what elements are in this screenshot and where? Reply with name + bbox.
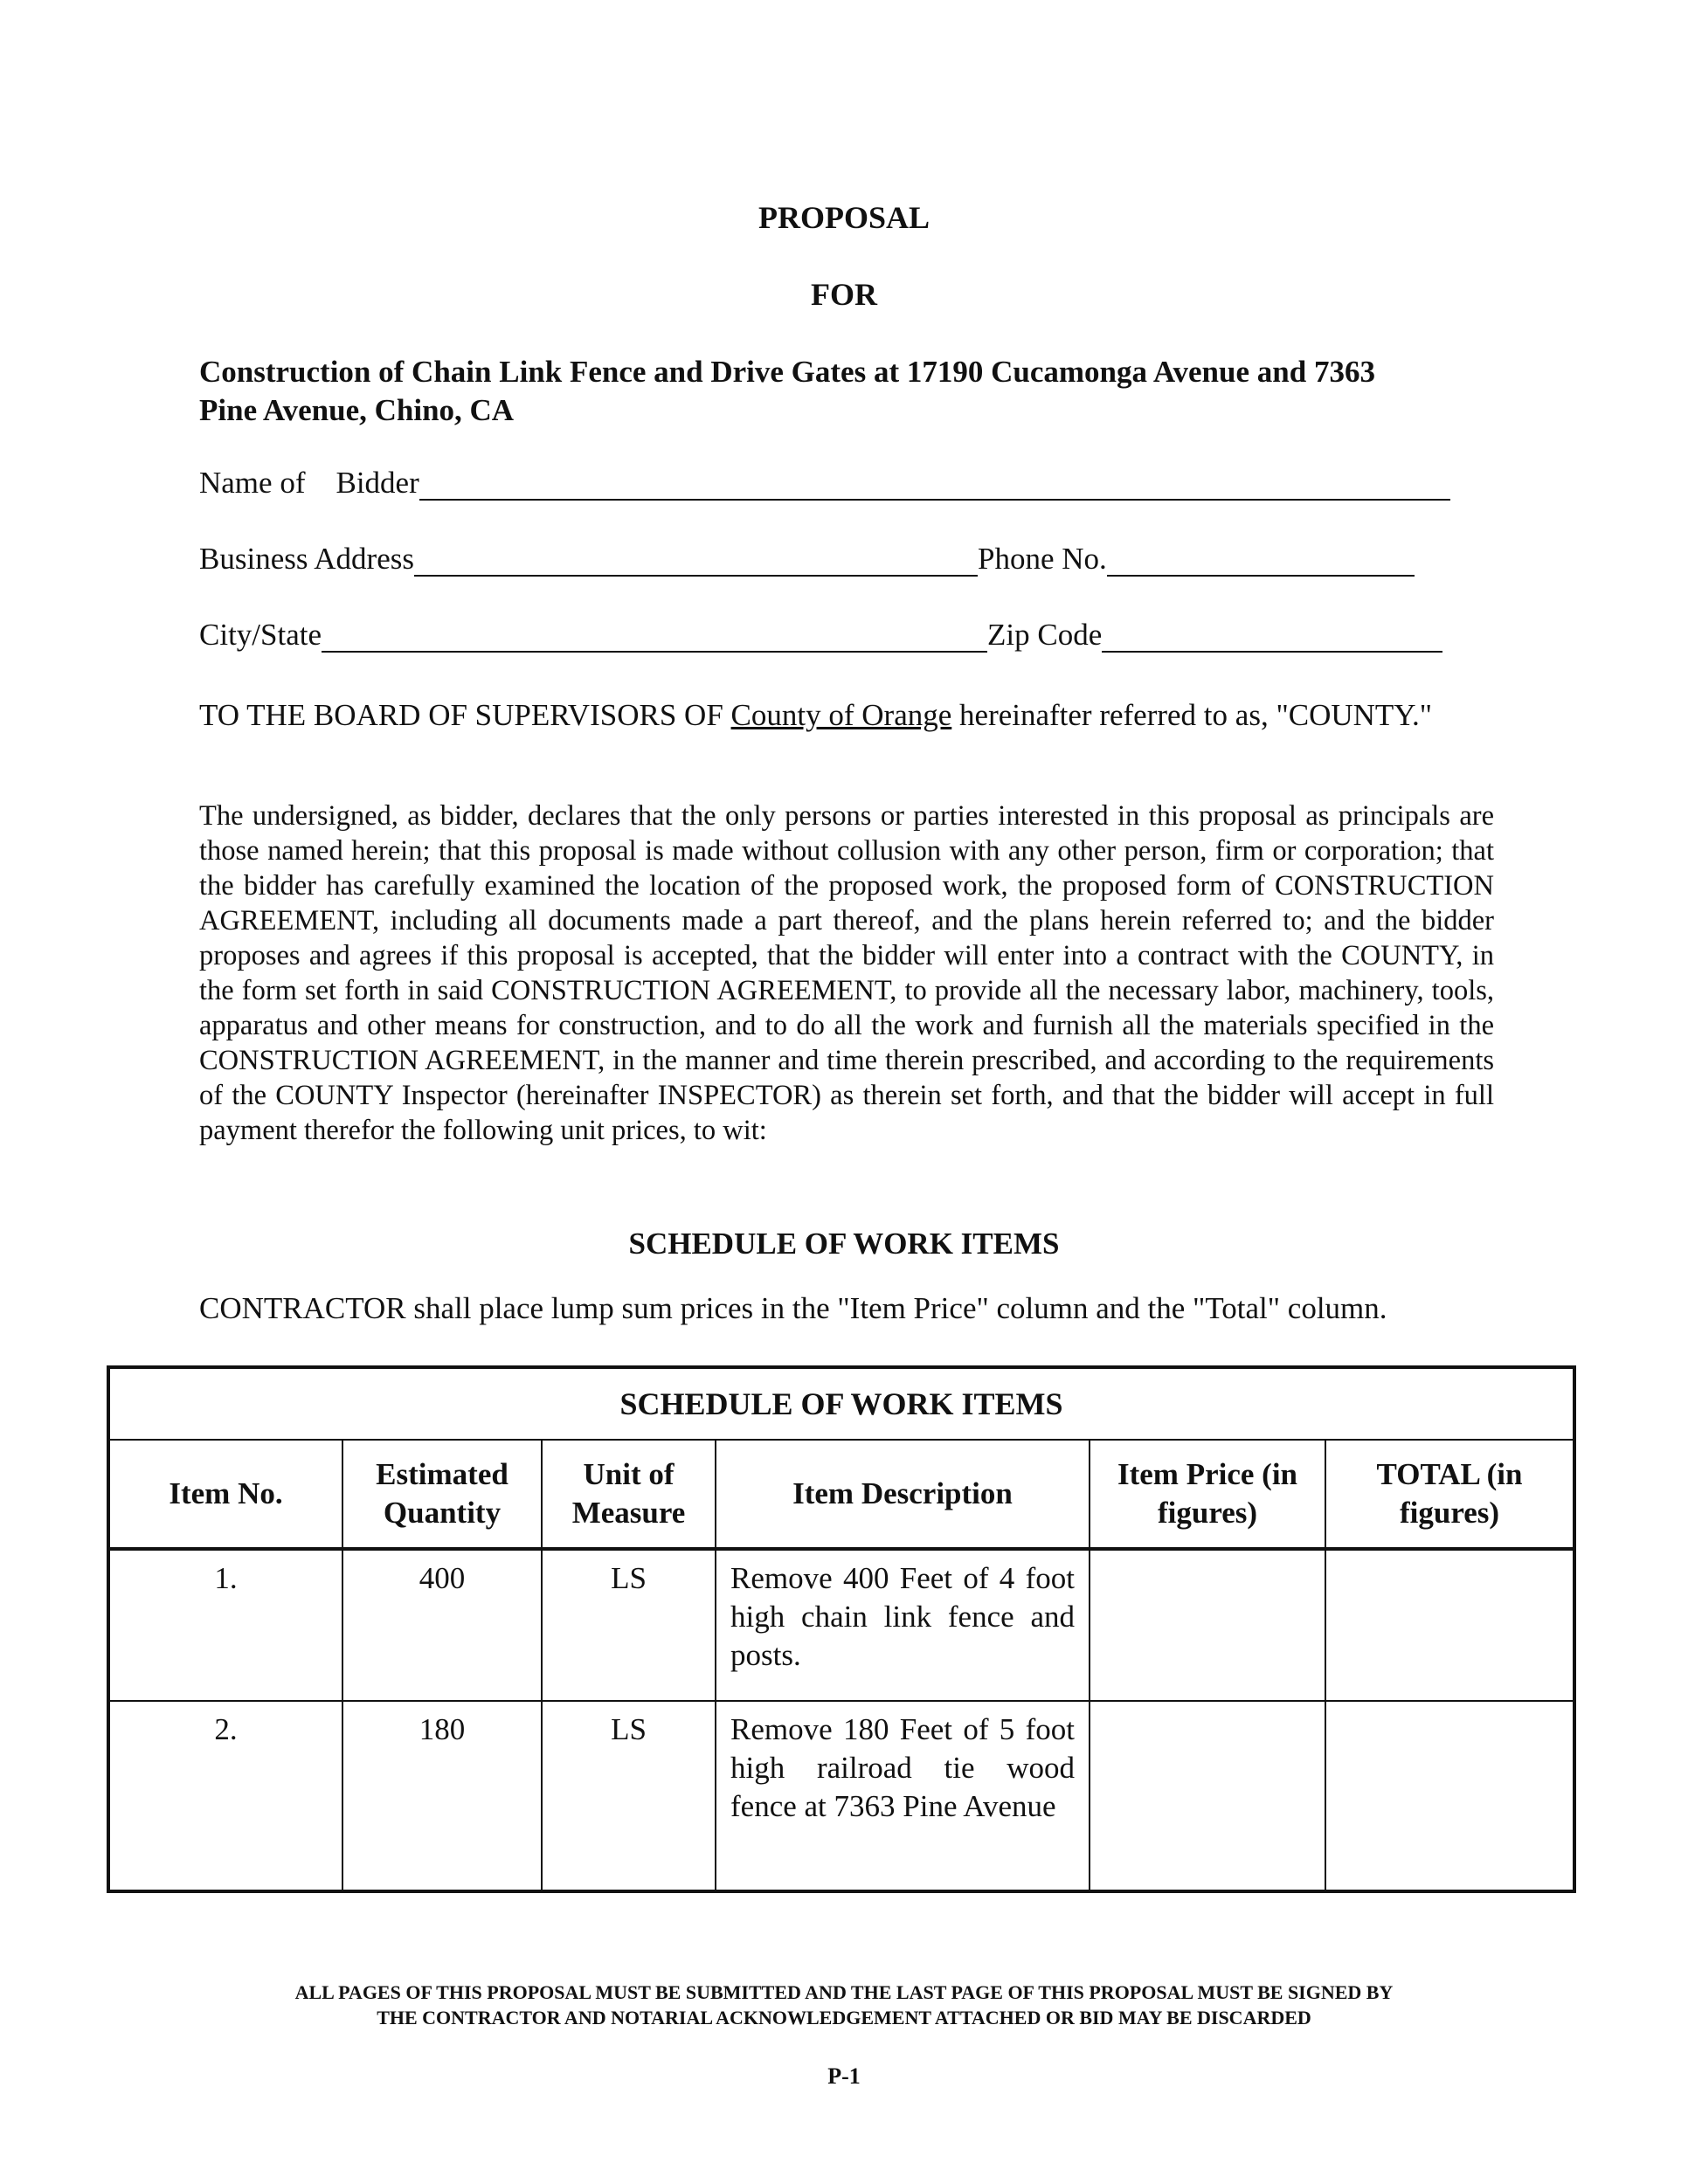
schedule-heading: SCHEDULE OF WORK ITEMS: [628, 1227, 1060, 1261]
business-address-label: Business Address: [199, 542, 414, 576]
submission-notice: [0, 1980, 1688, 2030]
col-unit-of-measure: Unit of Measure: [542, 1440, 716, 1549]
address-row: [199, 542, 1457, 577]
unit-cell: LS: [542, 1549, 716, 1701]
city-state-label: City/State: [199, 618, 322, 652]
project-title-line-2: Pine Avenue, Chino, CA: [199, 393, 515, 427]
zip-code-label: Zip Code: [987, 618, 1103, 652]
item-price-cell[interactable]: [1090, 1549, 1325, 1701]
project-title-line-1: Construction of Chain Link Fence and Drive Gates at 17190 Cucamonga Avenue and 7363: [199, 355, 1375, 389]
col-item-price: Item Price (in figures): [1090, 1440, 1325, 1549]
project-title: [199, 353, 1492, 430]
description-cell: Remove 180 Feet of 5 foot high railroad tie wood fence at 7363 Pine Avenue: [716, 1701, 1090, 1891]
city-row: [199, 618, 1457, 653]
col-item-no: Item No.: [108, 1440, 342, 1549]
total-cell[interactable]: [1325, 1701, 1574, 1891]
county-name: County of Orange: [730, 698, 952, 732]
table-row: [108, 1701, 1574, 1891]
item-no-cell: 1.: [108, 1549, 342, 1701]
business-address-field[interactable]: [414, 545, 978, 577]
board-suffix: hereinafter referred to as, "COUNTY.": [951, 698, 1433, 732]
zip-code-field[interactable]: [1102, 621, 1442, 653]
quantity-cell: 400: [342, 1549, 542, 1701]
city-state-field[interactable]: [322, 621, 987, 653]
declaration-paragraph: The undersigned, as bidder, declares that the only persons or parties interested in this proposal as principals are those named herein; that this proposal is made without collusion with any other person, firm or corporation; that the bidder has carefully examined the location of the proposed work, the proposed form of CONSTRUCTION AGREEMENT, including all documents made a part thereof, and the plans herein referred to; and the bidder proposes and agrees if this proposal is accepted, that the bidder will enter into a contract with the COUNTY, in the form set forth in said CONSTRUCTION AGREEMENT, to provide all the necessary labor, machinery, tools, apparatus and other means for construction, and to do all the work and furnish all the materials specified in the CONSTRUCTION AGREEMENT, in the manner and time therein prescribed, and according to the requirements of the COUNTY Inspector (hereinafter INSPECTOR) as therein set forth, and that the bidder will accept in full payment therefor the following unit prices, to wit:: [199, 800, 1494, 1146]
unit-cell: LS: [542, 1701, 716, 1891]
col-item-description: Item Description: [716, 1440, 1090, 1549]
item-price-cell[interactable]: [1090, 1701, 1325, 1891]
schedule-table-title: SCHEDULE OF WORK ITEMS: [108, 1367, 1574, 1440]
table-row: [108, 1549, 1574, 1701]
schedule-instruction: CONTRACTOR shall place lump sum prices in the "Item Price" column and the "Total" column.: [199, 1291, 1387, 1325]
board-address: [199, 696, 1492, 735]
phone-field[interactable]: [1107, 545, 1415, 577]
phone-label: Phone No.: [978, 542, 1107, 576]
col-estimated-quantity: Estimated Quantity: [342, 1440, 542, 1549]
submission-notice-line-2: THE CONTRACTOR AND NOTARIAL ACKNOWLEDGEMENT ATTACHED OR BID MAY BE DISCARDED: [377, 2007, 1311, 2028]
schedule-header-row: [108, 1440, 1574, 1549]
quantity-cell: 180: [342, 1701, 542, 1891]
submission-notice-line-1: ALL PAGES OF THIS PROPOSAL MUST BE SUBMITTED AND THE LAST PAGE OF THIS PROPOSAL MUST BE SIGNED BY: [294, 1981, 1394, 2003]
col-total: TOTAL (in figures): [1325, 1440, 1574, 1549]
total-cell[interactable]: [1325, 1549, 1574, 1701]
page-title: PROPOSAL: [758, 200, 930, 235]
description-cell: Remove 400 Feet of 4 foot high chain link fence and posts.: [716, 1549, 1090, 1701]
schedule-table: [107, 1365, 1576, 1893]
bidder-name-row: [199, 466, 1457, 501]
bidder-name-field[interactable]: [419, 469, 1450, 501]
bidder-name-label: Name of Bidder: [199, 466, 419, 500]
title-for: FOR: [811, 277, 877, 312]
page-number: P-1: [827, 2063, 861, 2089]
board-prefix: TO THE BOARD OF SUPERVISORS OF: [199, 698, 731, 732]
item-no-cell: 2.: [108, 1701, 342, 1891]
